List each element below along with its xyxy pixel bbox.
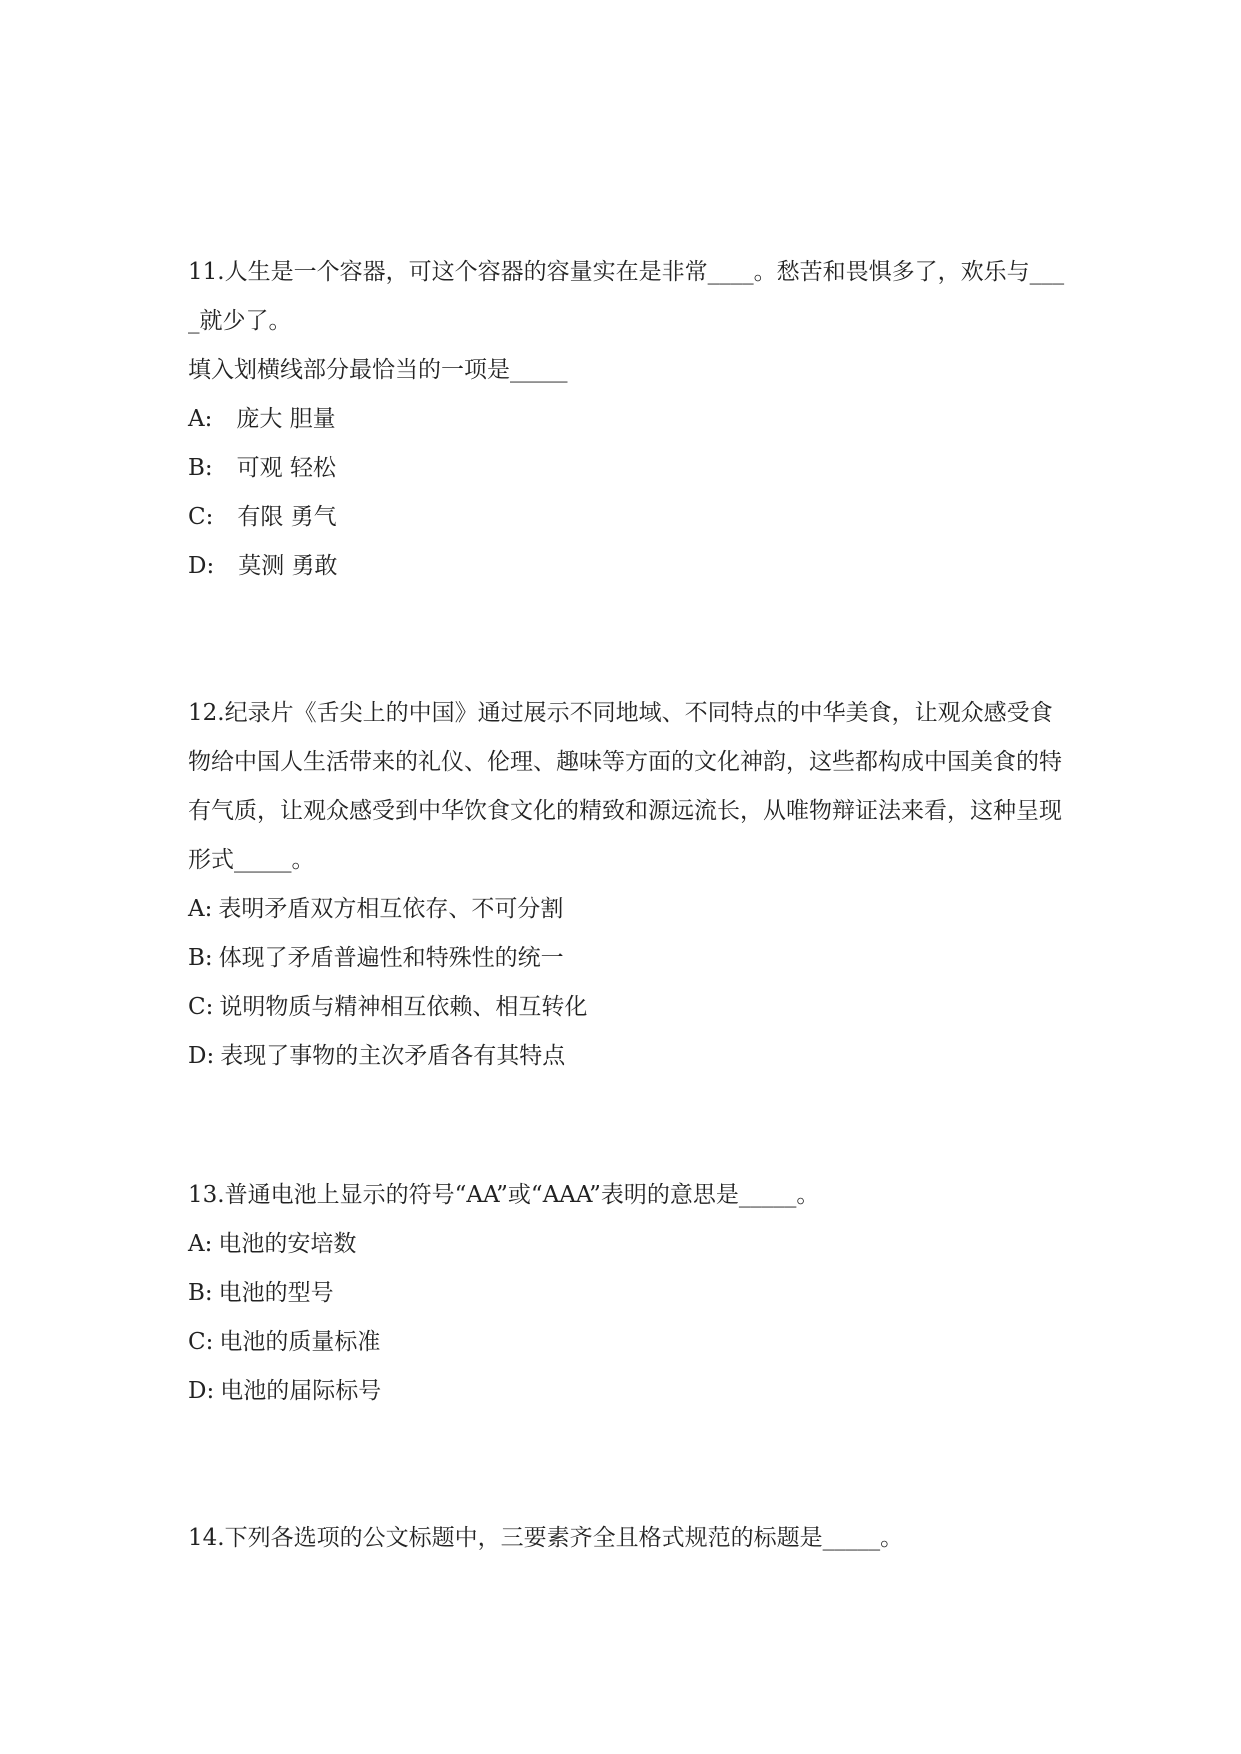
question-14: [188, 1514, 1068, 1563]
option-a: [188, 395, 1068, 444]
option-c: [188, 983, 1068, 1032]
option-text: 莫测 勇敢: [238, 553, 338, 579]
option-letter: B:: [188, 455, 213, 481]
option-letter: A:: [188, 1231, 213, 1257]
option-text: 可观 轻松: [236, 455, 336, 481]
option-text: 电池的安培数: [218, 1231, 357, 1257]
option-text: 表明矛盾双方相互依存、不可分割: [218, 896, 564, 922]
question-stem: 14.下列各选项的公文标题中，三要素齐全且格式规范的标题是_____。: [188, 1525, 904, 1551]
option-text: 电池的届际标号: [220, 1378, 382, 1404]
question-13: [188, 1171, 1068, 1416]
option-text: 表现了事物的主次矛盾各有其特点: [220, 1043, 566, 1069]
option-letter: B:: [188, 945, 213, 971]
option-b: [188, 934, 1068, 983]
option-letter: C:: [188, 1329, 214, 1355]
option-text: 庞大 胆量: [236, 406, 336, 432]
option-letter: C:: [188, 504, 214, 530]
option-text: 体现了矛盾普遍性和特殊性的统一: [218, 945, 564, 971]
option-a: [188, 1220, 1068, 1269]
option-text: 电池的质量标准: [219, 1329, 381, 1355]
option-b: [188, 1269, 1068, 1318]
option-c: [188, 493, 1068, 542]
option-letter: D:: [188, 1043, 215, 1069]
question-instruction: 填入划横线部分最恰当的一项是_____: [188, 357, 568, 383]
option-letter: A:: [188, 896, 213, 922]
option-d: [188, 1367, 1068, 1416]
question-stem: 13.普通电池上显示的符号“AA”或“AAA”表明的意思是_____。: [188, 1182, 820, 1208]
option-text: 电池的型号: [218, 1280, 334, 1306]
option-b: [188, 444, 1068, 493]
option-letter: B:: [188, 1280, 213, 1306]
question-stem: 11.人生是一个容器，可这个容器的容量实在是非常____。愁苦和畏惧多了，欢乐与____就少了。: [188, 259, 1065, 334]
option-letter: D:: [188, 553, 215, 579]
question-12: [188, 689, 1068, 1081]
option-letter: D:: [188, 1378, 215, 1404]
option-text: 说明物质与精神相互依赖、相互转化: [219, 994, 588, 1020]
option-letter: C:: [188, 994, 214, 1020]
option-letter: A:: [188, 406, 213, 432]
option-d: [188, 1032, 1068, 1081]
question-stem: 12.纪录片《舌尖上的中国》通过展示不同地域、不同特点的中华美食，让观众感受食物给中国人生活带来的礼仪、伦理、趣味等方面的文化神韵，这些都构成中国美食的特有气质，让观众感受到中华饮食文化的精致和源远流长，从唯物辩证法来看，这种呈现形式_____。: [188, 700, 1062, 873]
option-a: [188, 885, 1068, 934]
option-text: 有限 勇气: [237, 504, 337, 530]
option-d: [188, 542, 1068, 591]
question-11: [188, 248, 1068, 591]
option-c: [188, 1318, 1068, 1367]
